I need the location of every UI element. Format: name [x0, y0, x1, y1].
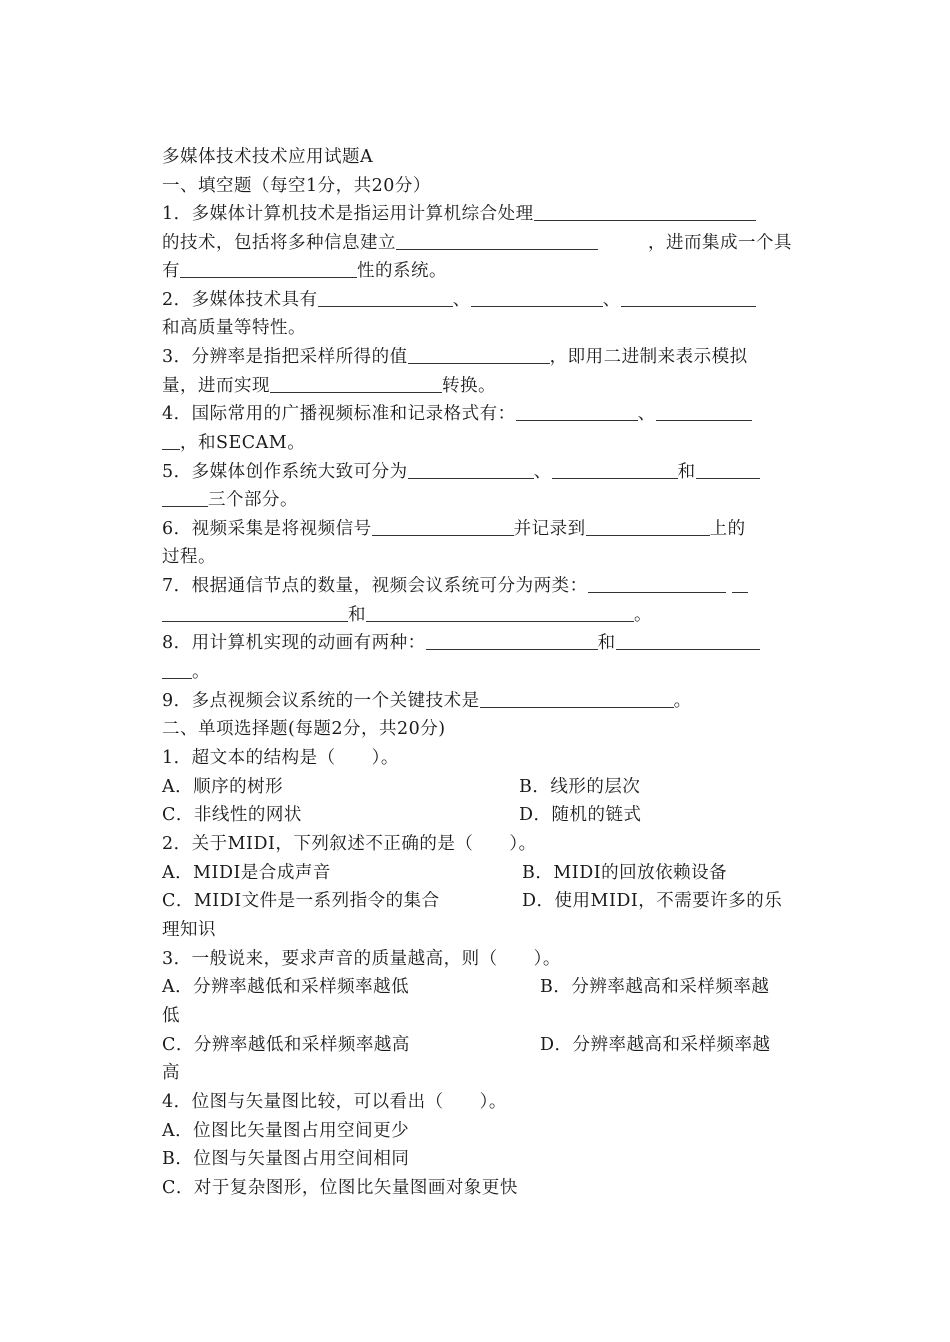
fill-q1-line1	[162, 202, 792, 226]
choice-q1-row1	[162, 775, 792, 799]
fill-q9-text: 9．多点视频会议系统的一个关键技术是	[162, 691, 480, 711]
option-d: D．分辨率越高和采样频率越	[540, 1035, 771, 1055]
blank	[696, 460, 760, 479]
fill-q8-text: 8．用计算机实现的动画有两种：	[162, 633, 426, 653]
blank	[426, 631, 598, 650]
blank	[396, 231, 598, 250]
option-c: C．非线性的网状	[162, 805, 302, 825]
section2-heading: 二、单项选择题(每题2分，共20分)	[162, 719, 446, 739]
choice-q2-row3: 理知识	[162, 920, 216, 940]
fill-q4-line2	[162, 431, 792, 455]
option-b: B．线形的层次	[519, 777, 641, 797]
blank	[366, 603, 634, 622]
option-c: C．对于复杂图形，位图比矢量图画对象更快	[162, 1178, 518, 1198]
punctuation: 。	[192, 662, 210, 682]
fill-q5-text: 5．多媒体创作系统大致可分为	[162, 462, 408, 482]
blank	[270, 374, 442, 393]
fill-q2-text: 2．多媒体技术具有	[162, 290, 318, 310]
blank	[621, 288, 756, 307]
option-a: A．顺序的树形	[162, 777, 284, 797]
choice-q4-stem: 4．位图与矢量图比较，可以看出（ ）。	[162, 1092, 507, 1112]
fill-q3-text: 3．分辨率是指把采样所得的值	[162, 347, 408, 367]
fill-q3-line1	[162, 345, 792, 369]
fill-q6-line2: 过程。	[162, 547, 216, 567]
blank	[656, 402, 752, 421]
separator: 、	[452, 290, 471, 310]
fill-q5-text: 三个部分。	[208, 490, 298, 510]
blank	[318, 288, 453, 307]
fill-q3-text: ，即用二进制来表示模拟	[549, 347, 748, 367]
option-c: C．分辨率越低和采样频率越高	[162, 1035, 410, 1055]
blank	[616, 631, 760, 650]
blank	[162, 488, 208, 507]
fill-q8-line1	[162, 631, 792, 655]
choice-q3-row1-cont: 低	[162, 1006, 180, 1026]
fill-q9-line1	[162, 689, 792, 713]
blank	[534, 202, 756, 221]
fill-q6-text: 并记录到	[513, 519, 586, 539]
fill-q3-text: 转换。	[442, 376, 496, 396]
fill-q7-line1	[162, 574, 792, 598]
fill-q1-text: 有	[162, 261, 180, 281]
fill-q5-line2	[162, 488, 792, 512]
fill-q3-text: 量，进而实现	[162, 376, 270, 396]
punctuation: 。	[634, 605, 652, 625]
fill-q1-text: 性的系统。	[357, 261, 447, 281]
choice-q3-row2	[162, 1033, 792, 1057]
choice-q3-row2-cont: 高	[162, 1063, 180, 1083]
option-d: D．随机的链式	[519, 805, 642, 825]
choice-q2-row1	[162, 861, 792, 885]
blank	[588, 574, 726, 593]
separator: 、	[602, 290, 621, 310]
fill-q1-text: ，进而集成一个具	[648, 233, 792, 253]
fill-q4-text: 4．国际常用的广播视频标准和记录格式有：	[162, 404, 516, 424]
choice-q3-row1	[162, 975, 792, 999]
fill-q2-line2: 和高质量等特性。	[162, 318, 306, 338]
option-b: B．MIDI的回放依赖设备	[522, 863, 728, 883]
fill-q5-line1	[162, 460, 792, 484]
conjunction: 和	[597, 633, 616, 653]
fill-q8-line2	[162, 660, 792, 684]
fill-q7-text: 7．根据通信节点的数量，视频会议系统可分为两类：	[162, 576, 588, 596]
fill-q1-text: 1．多媒体计算机技术是指运用计算机综合处理	[162, 204, 534, 224]
fill-q7-line2	[162, 603, 792, 627]
option-b: B．位图与矢量图占用空间相同	[162, 1149, 410, 1169]
choice-q2-row2	[162, 889, 792, 913]
choice-q1-row2	[162, 803, 792, 827]
conjunction: 和	[348, 605, 366, 625]
blank	[162, 660, 192, 679]
option-b: B．分辨率越高和采样频率越	[540, 977, 770, 997]
blank	[408, 345, 550, 364]
blank	[732, 574, 748, 593]
separator: 、	[637, 404, 656, 424]
fill-q6-line1	[162, 517, 792, 541]
blank	[471, 288, 603, 307]
fill-q1-line3	[162, 259, 792, 283]
fill-q6-text: 上的	[709, 519, 746, 539]
choice-q3-stem: 3．一般说来，要求声音的质量越高，则（ ）。	[162, 949, 561, 969]
fill-q1-text: 的技术，包括将多种信息建立	[162, 233, 396, 253]
choice-q2-stem: 2．关于MIDI，下列叙述不正确的是（ ）。	[162, 834, 537, 854]
document-title: 多媒体技术技术应用试题A	[162, 147, 374, 167]
option-a: A．分辨率越低和采样频率越低	[162, 977, 410, 997]
fill-q4-text: ，和SECAM。	[180, 433, 306, 453]
option-a: A．位图比矢量图占用空间更少	[162, 1121, 410, 1141]
blank	[180, 259, 357, 278]
blank	[162, 431, 180, 450]
choice-q1-stem: 1．超文本的结构是（ ）。	[162, 748, 399, 768]
blank	[162, 603, 348, 622]
separator: 、	[533, 462, 552, 482]
fill-q6-text: 6．视频采集是将视频信号	[162, 519, 372, 539]
option-a: A．MIDI是合成声音	[162, 863, 331, 883]
option-c: C．MIDI文件是一系列指令的集合	[162, 891, 440, 911]
blank	[516, 402, 638, 421]
blank	[586, 517, 710, 536]
blank	[372, 517, 514, 536]
fill-q2-line1	[162, 288, 792, 312]
section1-heading: 一、填空题（每空1分，共20分）	[162, 176, 431, 196]
fill-q3-line2	[162, 374, 792, 398]
conjunction: 和	[677, 462, 696, 482]
fill-q4-line1	[162, 402, 792, 426]
blank	[480, 689, 674, 708]
blank	[552, 460, 678, 479]
blank	[408, 460, 534, 479]
option-d: D．使用MIDI，不需要许多的乐	[522, 891, 783, 911]
fill-q1-line2	[162, 231, 792, 255]
punctuation: 。	[673, 691, 692, 711]
